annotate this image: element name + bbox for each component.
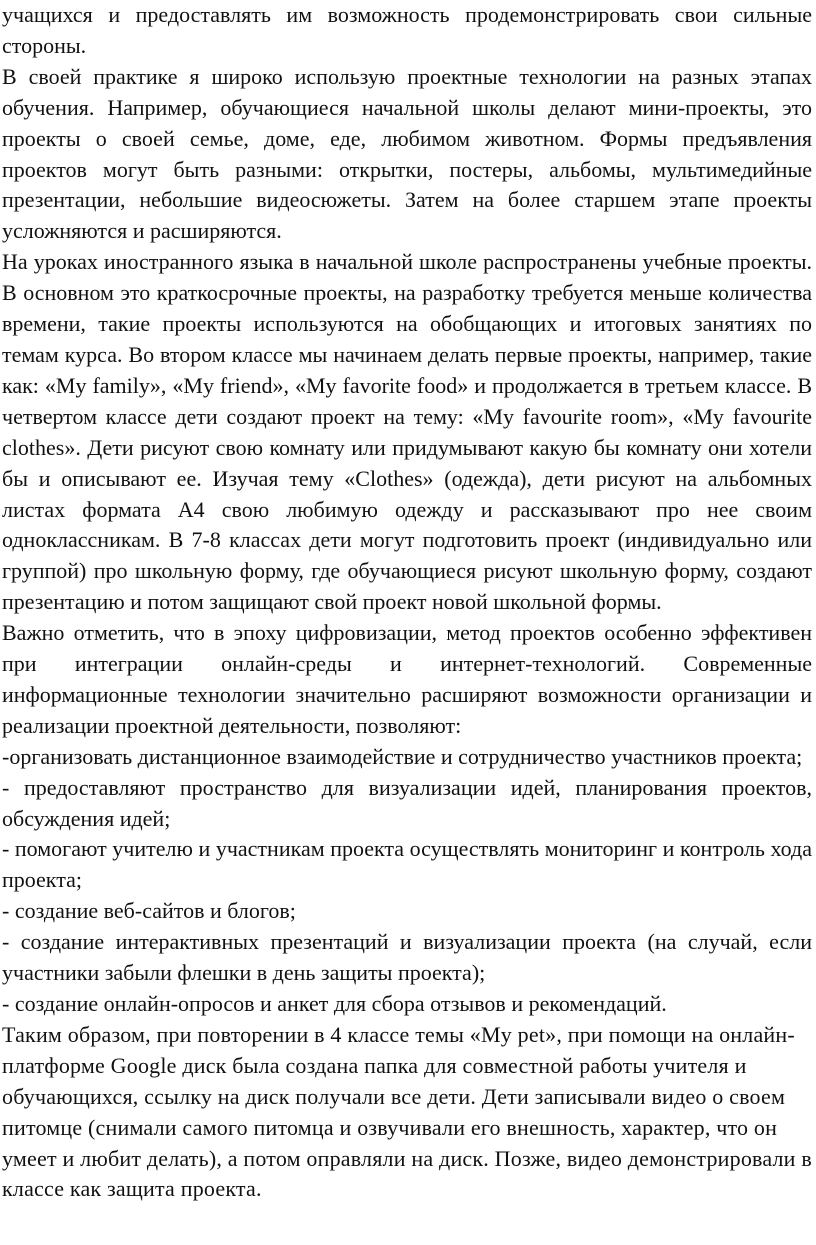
conclusion-block — [2, 1020, 812, 1205]
list-item: - помогают учителю и участникам проекта осуществлять мониторинг и контроль хода проекта; — [2, 836, 812, 893]
list-item: - создание интерактивных презентаций и визуализации проекта (на случай, если участники забыли флешки в день защиты проекта); — [2, 929, 812, 986]
intro-continuation: учащихся и предоставлять им возможность продемонстрировать свои сильные стороны. — [2, 2, 812, 58]
paragraph-lessons: На уроках иностранного языка в начальной школе распространены учебные проекты. В основном это краткосрочные проекты, на разработку требуется меньше количества времени, такие проекты используются на обобщающих и итоговых занятиях по темам курса. Во втором классе мы начинаем делать первые проекты, например, такие как: «My family», «My friend», «My favorite food» и продолжается в третьем классе. В четвертом классе дети создают проект на тему: «My favourite room», «My favourite clothes». Дети рисуют свою комнату или придумывают какую бы комнату они хотели бы и описывают ее. Изучая тему «Clothes» (одежда), дети рисуют на альбомных листах формата А4 свою любимую одежду и рассказывают про нее своим одноклассникам. В 7-8 классах дети могут подготовить проект (индивидуально или группой) про школьную форму, где обучающиеся рисуют школьную форму, создают презентацию и потом защищают свой проект новой школьной формы. — [2, 249, 812, 615]
list-item: -организовать дистанционное взаимодействие и сотрудничество участников проекта; — [2, 743, 803, 769]
document-body — [2, 0, 812, 1205]
paragraph-conclusion: Таким образом, при повторении в 4 классе темы «My pet», при помощи на онлайн-платформе Google диск была создана папка для совместной работы учителя и обучающихся, ссылку на диск получали все дети. Дети записывали видео о своем питомце (снимали самого питомца и озвучивали его внешность, характер, что он умеет и любит делать), а потом оправляли на диск. Позже, видео демонстрировали в классе как защита проекта. — [2, 1021, 812, 1202]
list-item: - предоставляют пространство для визуализации идей, планирования проектов, обсуждения идей; — [2, 774, 812, 831]
paragraph-digital: Важно отметить, что в эпоху цифровизации, метод проектов особенно эффективен при интеграции онлайн-среды и интернет-технологий. Современные информационные технологии значительно расширяют возможности организации и реализации проектной деятельности, позволяют: — [2, 620, 812, 738]
list-item: - создание веб-сайтов и блогов; — [2, 898, 296, 924]
paragraph-practice: В своей практике я широко использую проектные технологии на разных этапах обучения. Например, обучающиеся начальной школы делают мини-проекты, это проекты о своей семье, доме, еде, любимом животном. Формы предъявления проектов могут быть разными: открытки, постеры, альбомы, мультимедийные презентации, небольшие видеосюжеты. Затем на более старшем этапе проекты усложняются и расширяются. — [2, 63, 812, 244]
capabilities-list — [2, 742, 812, 1020]
list-item: - создание онлайн-опросов и анкет для сбора отзывов и рекомендаций. — [2, 991, 667, 1016]
